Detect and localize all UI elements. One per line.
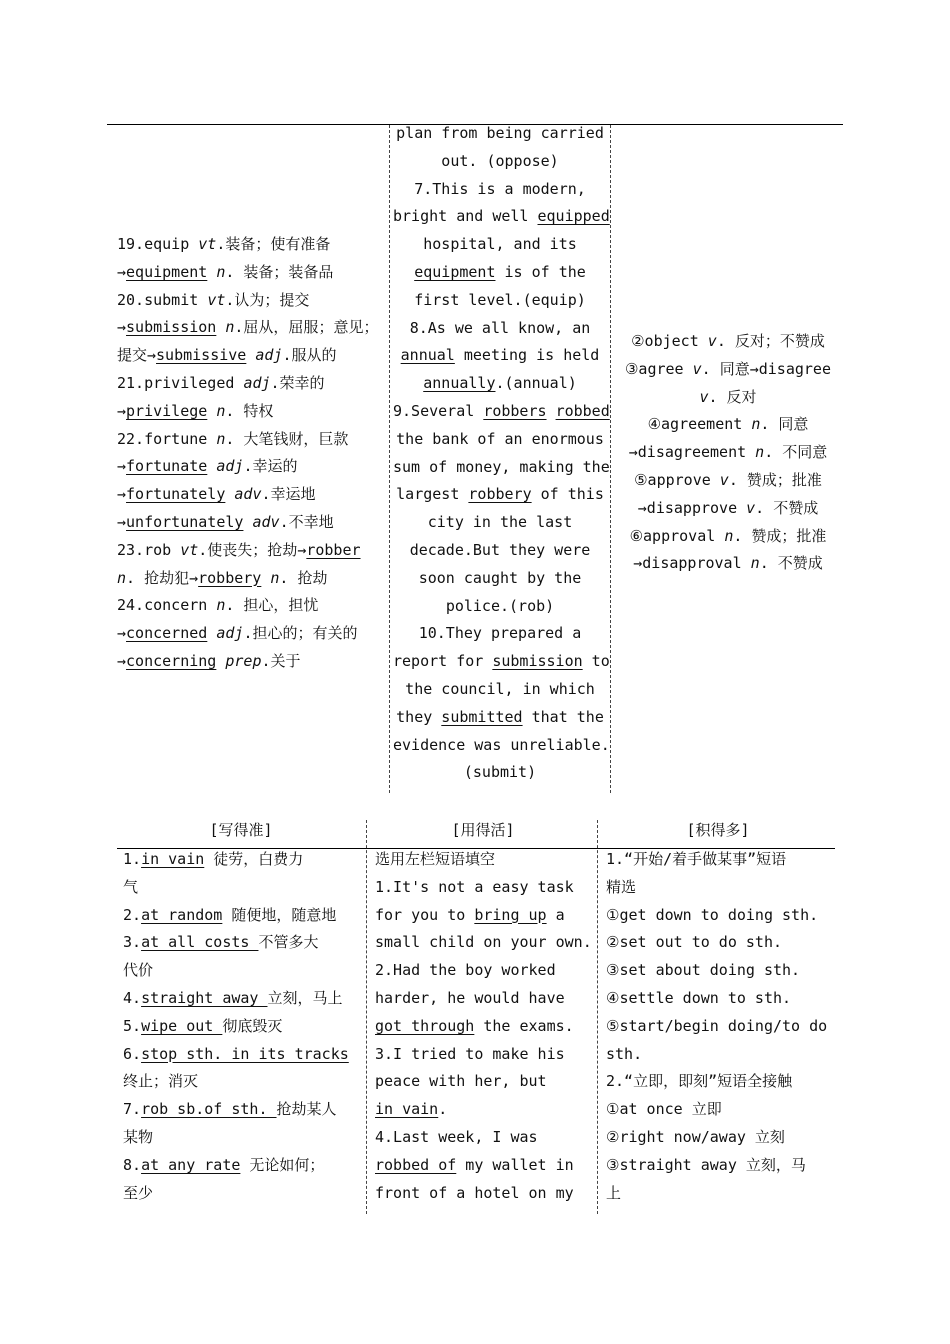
part-of-speech: v	[707, 332, 717, 350]
part-of-speech: n	[216, 596, 226, 615]
text-segment: 7.This is a modern,	[414, 179, 586, 198]
text-segment: peace with her, but	[375, 1072, 547, 1091]
text-segment: . 特权	[225, 401, 274, 420]
text-line	[375, 1013, 595, 1041]
header-write: [写得准]	[209, 821, 273, 839]
text-line	[606, 846, 838, 874]
text-line	[393, 370, 607, 398]
part-of-speech: vt	[180, 540, 199, 559]
text-line	[375, 1152, 595, 1180]
part-of-speech: v	[719, 470, 729, 489]
part-of-speech: n	[216, 401, 226, 420]
text-segment: .认为；提交	[225, 290, 310, 309]
text-segment: →disagreement	[628, 443, 756, 462]
text-segment: .	[438, 1100, 448, 1119]
part-of-speech: n	[750, 554, 760, 573]
text-segment: ②object	[631, 332, 708, 350]
text-line	[606, 1180, 838, 1208]
text-line	[117, 259, 385, 287]
text-segment: 24.concern	[117, 596, 217, 615]
text-segment: . 抢劫犯→	[126, 568, 199, 587]
text-segment: 精选	[606, 877, 637, 896]
answer-underline: submission	[492, 652, 583, 671]
answer-underline: unfortunately	[126, 512, 244, 531]
answer-underline: rob sb.of sth.	[141, 1100, 277, 1119]
text-line	[393, 537, 607, 565]
part-of-speech: n	[216, 262, 226, 281]
text-line	[117, 481, 385, 509]
part-of-speech: n	[216, 429, 226, 448]
answer-underline: robbed of	[375, 1155, 457, 1174]
answer-underline: annual	[400, 346, 455, 365]
text-segment: 23.rob	[117, 540, 181, 559]
text-line	[606, 957, 838, 985]
part-of-speech: v	[699, 387, 709, 406]
text-segment: the exams.	[474, 1016, 574, 1035]
text-line	[393, 203, 610, 231]
text-segment: .使丧失；抢劫→	[198, 540, 307, 559]
text-segment: . 同意	[760, 415, 809, 434]
text-segment: sum of money, making the	[393, 457, 610, 476]
text-line	[393, 259, 607, 287]
text-segment: →	[117, 512, 127, 531]
text-segment: largest	[396, 485, 469, 504]
text-line	[606, 1152, 838, 1180]
answer-underline: straight away	[141, 988, 268, 1007]
text-segment: . 不同意	[764, 443, 828, 462]
text-line	[375, 1068, 595, 1096]
text-segment: .担心的；有关的	[243, 624, 358, 643]
text-line	[393, 565, 607, 593]
answer-underline: fortunately	[126, 485, 226, 504]
text-segment: 徒劳，白费力	[204, 850, 304, 868]
text-segment: 1.“开始/着手做某事”短语	[606, 850, 787, 868]
text-segment: 19.equip	[117, 235, 199, 253]
text-segment: ③set about doing sth.	[606, 961, 801, 980]
text-line	[606, 902, 838, 930]
upper-left-column	[117, 231, 385, 676]
text-line	[123, 1041, 363, 1069]
part-of-speech: n	[225, 318, 235, 337]
text-line	[614, 328, 842, 356]
text-segment: 随便地，随意地	[222, 905, 337, 924]
text-segment: 8.	[123, 1155, 142, 1174]
text-line	[117, 426, 385, 454]
lower-left-column	[123, 846, 363, 1207]
text-segment: hospital, and its	[423, 235, 577, 254]
text-segment: →	[117, 624, 127, 643]
text-segment: 2.Had the boy worked	[375, 961, 556, 980]
answer-underline: stop sth. in its tracks	[141, 1044, 349, 1063]
text-segment: 1.	[123, 850, 142, 868]
text-line	[123, 902, 363, 930]
text-line	[393, 231, 607, 259]
text-segment: . 不赞成	[759, 554, 823, 573]
text-segment: front of a hotel on my	[375, 1183, 574, 1202]
text-segment: →disapprove	[637, 498, 747, 517]
text-segment	[207, 457, 216, 475]
text-line	[117, 287, 385, 315]
text-line	[375, 846, 595, 874]
text-segment: . 大笔钱财，巨款	[225, 429, 349, 448]
text-segment: 不管多大	[258, 933, 319, 952]
text-segment	[547, 402, 556, 420]
text-line	[393, 287, 607, 315]
part-of-speech: n	[724, 526, 734, 545]
text-segment: ④settle down to sth.	[606, 988, 792, 1007]
text-segment: 20.submit	[117, 290, 208, 309]
text-line	[123, 1068, 363, 1096]
text-line	[393, 509, 607, 537]
text-segment: .屈从，屈服；意见；	[234, 318, 379, 337]
text-segment: ②right now/away 立刻	[606, 1127, 785, 1146]
text-segment: is of the	[495, 262, 586, 281]
text-line	[117, 648, 385, 676]
answer-underline: robbery	[468, 485, 532, 504]
text-segment	[207, 402, 216, 420]
text-line	[393, 759, 607, 787]
text-line	[606, 874, 838, 902]
answer-underline: bring up	[474, 905, 547, 924]
part-of-speech: adj	[216, 624, 244, 643]
text-line	[606, 1041, 838, 1069]
text-segment: 抢劫某人	[276, 1100, 337, 1119]
text-segment: .(annual)	[495, 374, 577, 393]
text-segment: report for	[393, 652, 493, 671]
upper-divider-right	[610, 125, 611, 793]
text-segment: →	[117, 457, 127, 476]
text-segment: first level.(equip)	[414, 290, 586, 309]
part-of-speech: vt	[198, 235, 217, 253]
text-segment: ⑤approve	[634, 470, 720, 489]
text-segment: plan from being carried	[396, 124, 604, 142]
text-segment: →disapproval	[633, 554, 751, 573]
text-line	[123, 846, 363, 874]
part-of-speech: adj	[255, 346, 283, 365]
text-segment: . 赞成；批准	[728, 470, 822, 489]
text-line	[393, 398, 610, 426]
text-line	[117, 565, 385, 593]
text-segment: decade.But they were	[409, 540, 591, 559]
text-segment: police.(rob)	[445, 596, 555, 615]
text-segment: a	[546, 905, 565, 924]
part-of-speech: n	[755, 443, 765, 462]
text-segment: my wallet in	[456, 1155, 574, 1174]
text-segment: . 不赞成	[755, 498, 819, 517]
text-segment: to	[582, 652, 610, 671]
text-segment: small child on your own.	[375, 933, 592, 952]
text-segment: 立刻，马上	[267, 988, 343, 1007]
text-segment: 3.	[123, 933, 142, 952]
text-segment: 10.They prepared a	[418, 624, 582, 643]
answer-underline: robbed	[555, 401, 610, 420]
text-line	[606, 1124, 838, 1152]
text-segment: ④agreement	[647, 415, 752, 434]
text-line	[117, 620, 385, 648]
part-of-speech: adj	[216, 457, 244, 476]
text-segment: .幸运地	[261, 485, 316, 504]
text-line	[375, 902, 595, 930]
text-line	[117, 314, 385, 342]
text-segment: meeting is held	[454, 346, 600, 365]
text-segment: 代价	[123, 961, 154, 980]
text-line	[393, 176, 607, 204]
text-segment: 1.It's not a easy task	[375, 877, 574, 896]
part-of-speech: prep	[225, 651, 262, 670]
text-segment: 4.Last week, I was	[375, 1127, 538, 1146]
text-segment: 无论如何；	[240, 1155, 325, 1174]
text-line	[375, 1096, 595, 1124]
text-line	[375, 957, 595, 985]
text-line	[123, 929, 363, 957]
text-line	[117, 592, 385, 620]
text-segment: ②set out to do sth.	[606, 933, 783, 952]
text-line	[614, 356, 842, 384]
answer-underline: equipment	[414, 262, 496, 281]
text-segment: →	[117, 651, 127, 670]
text-segment: 7.	[123, 1100, 142, 1119]
text-segment: 5.	[123, 1016, 142, 1035]
answer-underline: at all costs	[141, 933, 259, 952]
text-segment: . 反对	[708, 387, 757, 406]
text-segment: they	[396, 707, 442, 726]
text-line	[614, 523, 842, 551]
text-segment: 气	[123, 877, 139, 896]
text-line	[117, 453, 385, 481]
text-line	[393, 481, 607, 509]
text-segment: ③straight away 立刻，马	[606, 1155, 806, 1174]
text-line	[393, 648, 610, 676]
answer-underline: concerning	[126, 651, 217, 670]
answer-underline: robbers	[483, 401, 547, 420]
text-segment: .服从的	[282, 346, 337, 365]
text-segment: ③agree	[624, 359, 693, 378]
text-line	[375, 1124, 595, 1152]
part-of-speech: adj	[243, 373, 271, 392]
text-line	[375, 985, 595, 1013]
text-line	[123, 1152, 363, 1180]
text-segment: for you to	[375, 905, 475, 924]
text-line	[123, 1013, 363, 1041]
part-of-speech: v	[746, 498, 756, 517]
answer-underline: equipment	[126, 262, 208, 281]
text-line	[117, 231, 385, 259]
part-of-speech: adv	[234, 485, 262, 504]
text-segment: 3.I tried to make his	[375, 1044, 565, 1063]
header-accumulate: [积得多]	[686, 821, 750, 839]
text-segment: . 担心，担忧	[225, 596, 319, 615]
text-line	[614, 411, 842, 439]
text-line	[606, 1013, 838, 1041]
text-segment: 4.	[123, 988, 142, 1007]
header-use: [用得活]	[451, 821, 515, 839]
text-line	[393, 426, 607, 454]
text-segment: →	[117, 262, 127, 281]
answer-underline: wipe out	[141, 1016, 223, 1035]
text-segment: .不幸地	[279, 512, 334, 531]
text-line	[123, 1180, 363, 1208]
text-segment: ①at once 立即	[606, 1100, 722, 1119]
text-line	[393, 704, 607, 732]
text-line	[123, 957, 363, 985]
text-segment: 2.“立即，即刻”短语全接触	[606, 1072, 793, 1091]
text-segment: harder, he would have	[375, 988, 565, 1007]
text-segment: 21.privileged	[117, 373, 244, 392]
lower-middle-column	[375, 846, 595, 1207]
text-line	[393, 676, 607, 704]
text-segment: . 抢劫	[279, 568, 328, 587]
text-segment: the council, in which	[405, 679, 595, 698]
text-segment: the bank of an enormous	[396, 429, 604, 448]
text-line	[123, 874, 363, 902]
text-line	[393, 148, 607, 176]
text-segment: ⑥approval	[629, 526, 725, 545]
part-of-speech: n	[751, 415, 761, 434]
text-line	[614, 384, 842, 412]
answer-underline: robber	[306, 540, 361, 559]
text-line	[117, 342, 385, 370]
text-segment: ⑤start/begin doing/to do	[606, 1016, 828, 1035]
lower-divider-right	[597, 820, 598, 1214]
answer-underline: at any rate	[141, 1155, 241, 1174]
answer-underline: submitted	[441, 707, 523, 726]
text-segment: 22.fortune	[117, 429, 217, 448]
text-segment: . 赞成；批准	[733, 526, 827, 545]
text-line	[606, 929, 838, 957]
answer-underline: equipped	[537, 207, 610, 226]
answer-underline: submission	[126, 318, 217, 337]
text-line	[375, 929, 595, 957]
text-segment: ①get down to doing sth.	[606, 905, 819, 924]
upper-right-column	[614, 328, 842, 578]
text-segment: 某物	[123, 1127, 154, 1146]
text-segment: .荣幸的	[270, 373, 325, 392]
text-line	[393, 120, 607, 148]
text-line	[117, 398, 385, 426]
text-segment: 选用左栏短语填空	[375, 850, 496, 868]
text-segment: 8.As we all know, an	[409, 318, 591, 337]
text-line	[614, 550, 842, 578]
part-of-speech: adv	[252, 512, 280, 531]
text-line	[375, 1180, 595, 1208]
text-segment: →	[117, 401, 127, 420]
text-line	[117, 509, 385, 537]
text-line	[393, 620, 607, 648]
text-segment: 至少	[123, 1183, 154, 1202]
text-segment: . 反对；不赞成	[716, 332, 825, 350]
answer-underline: robbery	[198, 568, 262, 587]
text-segment: . 同意→disagree	[701, 359, 831, 378]
text-segment: 提交→	[117, 346, 157, 365]
text-segment: city in the last	[427, 513, 573, 532]
text-line	[123, 1096, 363, 1124]
text-segment: soon caught by the	[418, 568, 582, 587]
text-segment: 彻底毁灭	[222, 1016, 283, 1035]
text-segment: 终止；消灭	[123, 1072, 199, 1091]
text-segment: .关于	[261, 651, 301, 670]
text-line	[614, 467, 842, 495]
text-segment: . 装备；装备品	[225, 262, 334, 281]
text-segment: 2.	[123, 905, 142, 924]
answer-underline: concerned	[126, 624, 208, 643]
text-segment	[207, 263, 216, 281]
text-segment: 6.	[123, 1044, 142, 1063]
text-line	[393, 593, 607, 621]
text-segment: →	[117, 485, 127, 504]
answer-underline: got through	[375, 1016, 475, 1035]
answer-underline: in vain	[375, 1100, 439, 1119]
text-segment: →	[117, 318, 127, 337]
answer-underline: annually	[423, 374, 496, 393]
text-line	[123, 1124, 363, 1152]
text-line	[614, 439, 842, 467]
text-line	[393, 454, 610, 482]
text-segment: sth.	[606, 1044, 643, 1063]
text-line	[606, 985, 838, 1013]
text-segment: 9.Several	[393, 401, 484, 420]
text-line	[393, 732, 610, 760]
text-line	[117, 537, 385, 565]
text-line	[117, 370, 385, 398]
text-segment: 上	[606, 1183, 622, 1202]
text-segment: .幸运的	[243, 457, 298, 476]
text-line	[375, 874, 595, 902]
upper-middle-column	[393, 120, 610, 787]
answer-underline: submissive	[156, 346, 247, 365]
part-of-speech: v	[692, 359, 702, 378]
text-line	[614, 495, 842, 523]
text-segment	[207, 624, 216, 642]
text-segment: of this	[531, 485, 604, 504]
text-line	[393, 342, 607, 370]
answer-underline: at random	[141, 905, 223, 924]
lower-divider-left	[366, 820, 367, 1214]
text-line	[606, 1068, 838, 1096]
text-segment: that the	[522, 707, 604, 726]
answer-underline: in vain	[141, 850, 205, 868]
answer-underline: fortunate	[126, 457, 208, 476]
upper-divider-left	[389, 125, 390, 793]
text-line	[375, 1041, 595, 1069]
text-segment: out. (oppose)	[441, 151, 559, 170]
part-of-speech: vt	[207, 290, 226, 309]
part-of-speech: n	[270, 568, 280, 587]
text-segment: bright and well	[393, 207, 538, 226]
lower-right-column	[606, 846, 838, 1207]
text-line	[393, 315, 607, 343]
part-of-speech: n	[117, 568, 127, 587]
answer-underline: privilege	[126, 401, 208, 420]
text-segment: .装备；使有准备	[216, 235, 331, 253]
text-line	[123, 985, 363, 1013]
text-line	[606, 1096, 838, 1124]
text-segment: (submit)	[463, 763, 537, 782]
text-segment: evidence was unreliable.	[393, 735, 610, 754]
